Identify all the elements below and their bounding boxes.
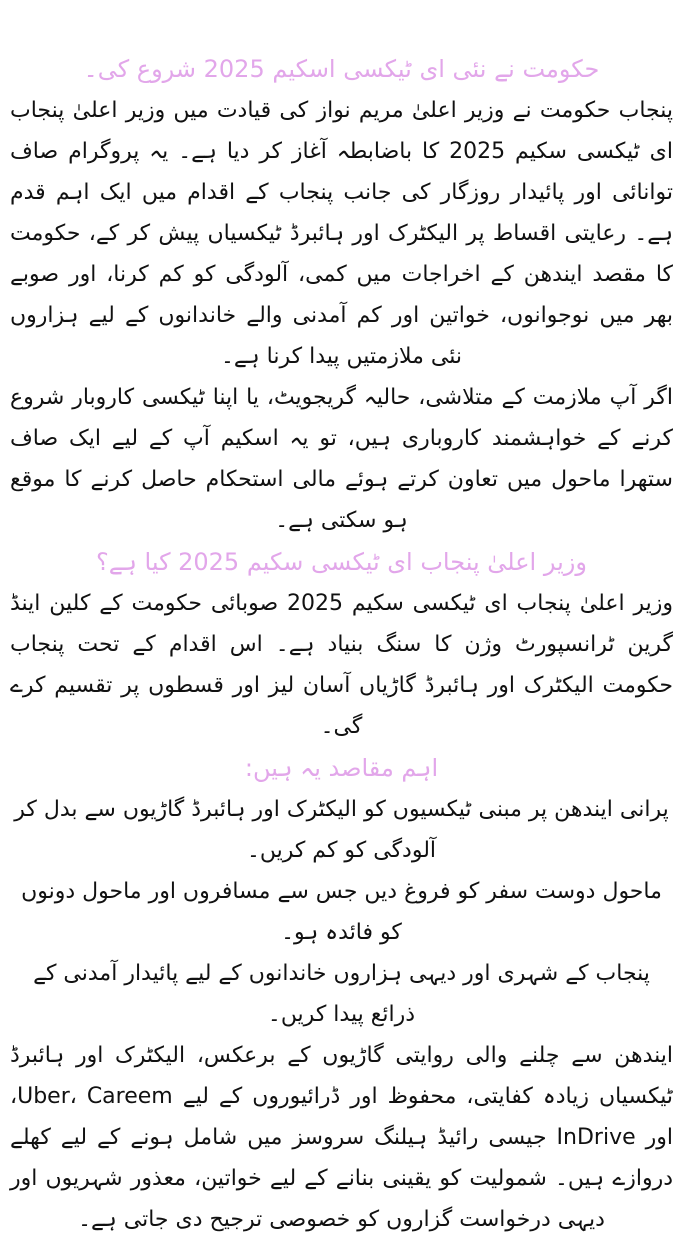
objective-item: ماحول دوست سفر کو فروغ دیں جس سے مسافروں اور ماحول دونوں کو فائدہ ہو۔ — [21, 879, 662, 945]
objective-item: پنجاب کے شہری اور دیہی ہزاروں خاندانوں کے لیے پائیدار آمدنی کے ذرائع پیدا کریں۔ — [33, 961, 650, 1027]
intro-paragraph-1: پنجاب حکومت نے وزیر اعلیٰ مریم نواز کی قیادت میں وزیر اعلیٰ پنجاب ای ٹیکسی سکیم 2025 کا باضابطہ آغاز کر دیا ہے۔ یہ پروگرام صاف توانائی اور پائیدار روزگار کی جانب پنجاب کے اقدام میں ایک اہم قدم ہے۔ رعایتی اقساط پر الیکٹرک اور ہائبرڈ ٹیکسیاں پیش کر کے، حکومت کا مقصد ایندھن کے اخراجات میں کمی، آلودگی کو کم کرنا، اور صوبے بھر میں نوجوانوں، خواتین اور کم آمدنی والے خاندانوں کے لیے ہزاروں نئی ملازمتیں پیدا کرنا ہے۔ — [10, 98, 673, 369]
objectives-list — [10, 789, 673, 1240]
section-paragraph: وزیر اعلیٰ پنجاب ای ٹیکسی سکیم 2025 صوبائی حکومت کے کلین اینڈ گرین ٹرانسپورٹ وژن کا سنگ بنیاد ہے۔ اس اقدام کے تحت پنجاب حکومت الیکٹرک اور ہائبرڈ گاڑیاں آسان لیز اور قسطوں پر تقسیم کرے گی۔ — [10, 591, 673, 739]
article-title: حکومت نے نئی ای ٹیکسی اسکیم 2025 شروع کی۔ — [83, 55, 600, 83]
section-heading: وزیر اعلیٰ پنجاب ای ٹیکسی سکیم 2025 کیا ہے؟ — [96, 548, 587, 576]
objectives-heading: اہم مقاصد یہ ہیں: — [244, 754, 439, 782]
objective-item: ایندھن سے چلنے والی روایتی گاڑیوں کے برعکس، الیکٹرک اور ہائبرڈ ٹیکسیاں زیادہ کفایتی، محفوظ اور ڈرائیوروں کے لیے Uber، Careem، اور InDrive جیسی رائیڈ ہیلنگ سروسز میں شامل ہونے کے لیے کھلے دروازے ہیں۔ شمولیت کو یقینی بنانے کے لیے خواتین، معذور شہریوں اور دیہی درخواست گزاروں کو خصوصی ترجیح دی جاتی ہے۔ — [10, 1043, 673, 1232]
objective-item: پرانی ایندھن پر مبنی ٹیکسیوں کو الیکٹرک اور ہائبرڈ گاڑیوں سے بدل کر آلودگی کو کم کریں۔ — [14, 797, 669, 863]
intro-paragraph-2: اگر آپ ملازمت کے متلاشی، حالیہ گریجویٹ، یا اپنا ٹیکسی کاروبار شروع کرنے کے خواہشمند کاروباری ہیں، تو یہ اسکیم آپ کے لیے ایک صاف ستھرا ماحول میں تعاون کرتے ہوئے مالی استحکام حاصل کرنے کا موقع ہو سکتی ہے۔ — [10, 385, 673, 533]
